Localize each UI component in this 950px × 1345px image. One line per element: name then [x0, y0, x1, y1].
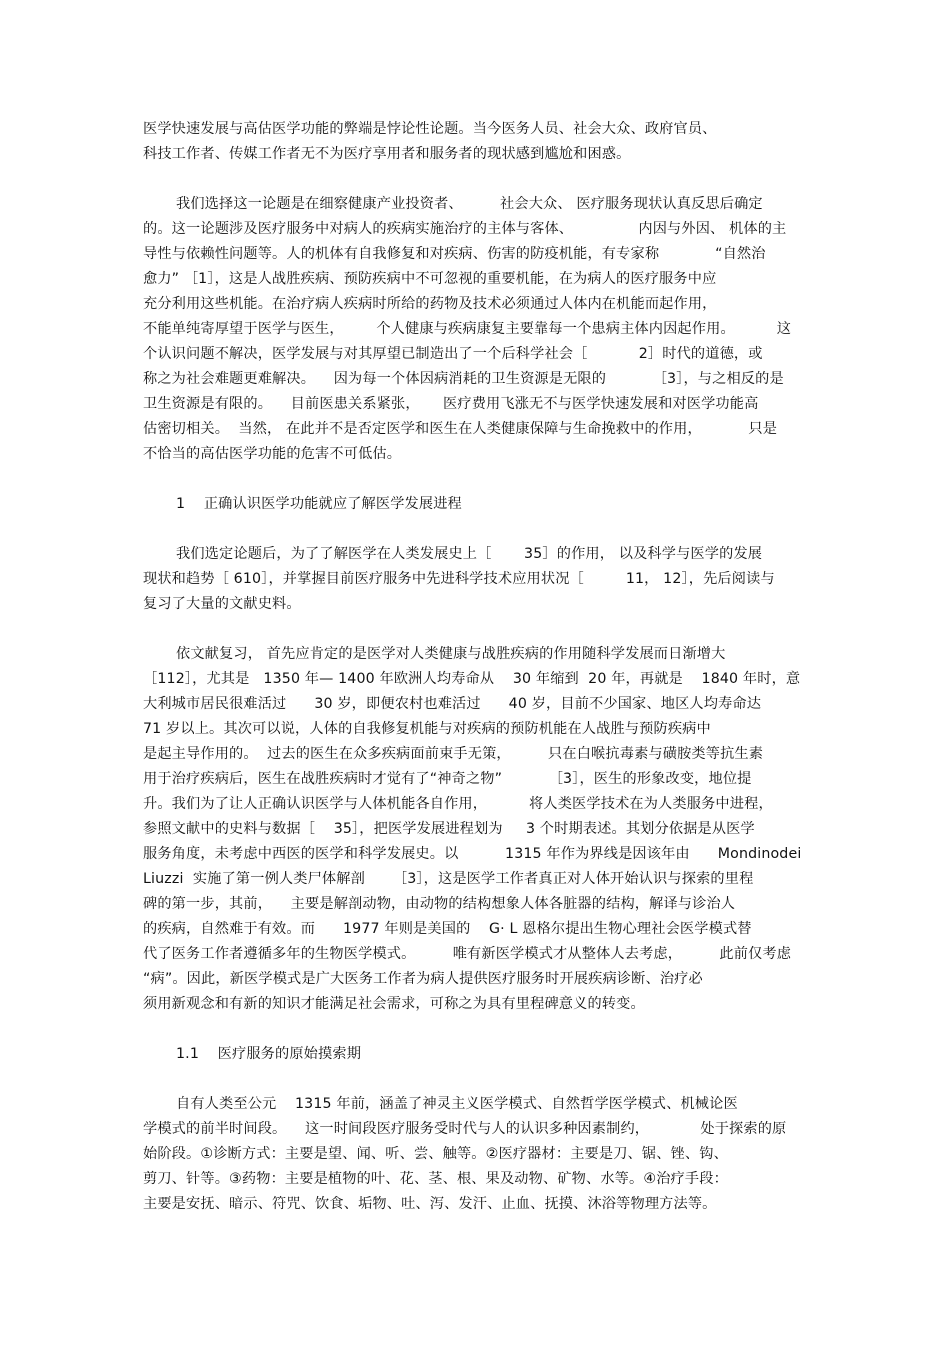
text-line: 须用新观念和有新的知识才能满足社会需求，可称之为具有里程碑意义的转变。 — [143, 996, 645, 1012]
text-line: 大利城市居民很难活过 30 岁，即便农村也难活过 40 岁，目前不少国家、地区人均寿命达 — [143, 696, 762, 712]
text-line: 医学快速发展与高估医学功能的弊端是悖论性论题。当今医务人员、社会大众、政府官员、 — [143, 121, 717, 137]
text-line: 科技工作者、传媒工作者无不为医疗享用者和服务者的现状感到尴尬和困惑。 — [143, 146, 631, 162]
text-line: 称之为社会难题更难解决。 因为每一个体因病消耗的卫生资源是无限的 ［3］，与之相反的是 — [143, 371, 784, 387]
text-line: 剪刀、针等。③药物：主要是植物的叶、花、茎、根、果及动物、矿物、水等。④治疗手段： — [143, 1171, 728, 1187]
text-line: 的疾病，自然难于有效。而 1977 年则是美国的 G· L 恩格尔提出生物心理社会医学模式替 — [143, 921, 752, 937]
text-line: 始阶段。①诊断方式：主要是望、闻、听、尝、触等。②医疗器材：主要是刀、锯、锉、钩、 — [143, 1146, 728, 1162]
text-line: 现状和趋势［ 610］，并掌握目前医疗服务中先进科学技术应用状况［ 11， 12］，先后阅读与 — [143, 571, 775, 587]
text-line: 升。我们为了让人正确认识医学与人体机能各自作用， 将人类医学技术在为人类服务中进程， — [143, 796, 773, 812]
text-line: 复习了大量的文献史料。 — [143, 596, 301, 612]
paragraph-start-line: 我们选择这一论题是在细察健康产业投资者、 社会大众、 医疗服务现状认真反思后确定 — [176, 196, 763, 212]
text-line: Liuzzi 实施了第一例人类尸体解剖 ［3］，这是医学工作者真正对人体开始认识与探索的里程 — [143, 871, 754, 887]
text-line: 服务角度，未考虑中西医的医学和科学发展史。以 1315 年作为界线是因该年由 Mondinodei — [143, 846, 802, 862]
paragraph-start-line: 我们选定论题后，为了了解医学在人类发展史上［ 35］的作用， 以及科学与医学的发展 — [176, 546, 763, 562]
paragraph-start-line: 自有人类至公元 1315 年前，涵盖了神灵主义医学模式、自然哲学医学模式、机械论医 — [176, 1096, 738, 1112]
text-line: 愈力” ［1］，这是人战胜疾病、预防疾病中不可忽视的重要机能，在为病人的医疗服务中应 — [143, 271, 717, 287]
text-line: 参照文献中的史料与数据［ 35］，把医学发展进程划为 3 个时期表述。其划分依据是从医学 — [143, 821, 755, 837]
text-line: 是起主导作用的。 过去的医生在众多疾病面前束手无策， 只在白喉抗毒素与磺胺类等抗生素 — [143, 746, 764, 762]
text-line: 不恰当的高估医学功能的危害不可低估。 — [143, 446, 402, 462]
subsection-heading: 1.1 医疗服务的原始摸索期 — [176, 1046, 362, 1062]
text-line: 主要是安抚、暗示、符咒、饮食、垢物、吐、泻、发汗、止血、抚摸、沐浴等物理方法等。 — [143, 1196, 717, 1212]
text-line: 卫生资源是有限的。 目前医患关系紧张， 医疗费用飞涨无不与医学快速发展和对医学功能高 — [143, 396, 759, 412]
text-line: 代了医务工作者遵循多年的生物医学模式。 唯有新医学模式才从整体人去考虑， 此前仅考虑 — [143, 946, 792, 962]
text-line: 不能单纯寄厚望于医学与医生， 个人健康与疾病康复主要靠每一个患病主体内因起作用。 这 — [143, 321, 792, 337]
text-line: 充分利用这些机能。在治疗病人疾病时所给的药物及技术必须通过人体内在机能而起作用， — [143, 296, 717, 312]
text-line: 学模式的前半时间段。 这一时间段医疗服务受时代与人的认识多种因素制约， 处于探索的原 — [143, 1121, 787, 1137]
text-line: ［112］，尤其是 1350 年— 1400 年欧洲人均寿命从 30 年缩到 20 年，再就是 1840 年时，意 — [143, 671, 801, 687]
text-line: 导性与依赖性问题等。人的机体有自我修复和对疾病、伤害的防疫机能，有专家称 “自然治 — [143, 246, 766, 262]
text-line: 个认识问题不解决，医学发展与对其厚望已制造出了一个后科学社会［ 2］时代的道德，或 — [143, 346, 763, 362]
text-line: 的。这一论题涉及医疗服务中对病人的疾病实施治疗的主体与客体、 内因与外因、 机体的主 — [143, 221, 787, 237]
text-line: 71 岁以上。其次可以说，人体的自我修复机能与对疾病的预防机能在人战胜与预防疾病中 — [143, 721, 711, 737]
text-line: 估密切相关。 当然， 在此并不是否定医学和医生在人类健康保障与生命挽救中的作用， 只是 — [143, 421, 778, 437]
text-line: “病”。因此，新医学模式是广大医务工作者为病人提供医疗服务时开展疾病诊断、治疗必 — [143, 971, 703, 987]
paragraph-start-line: 依文献复习， 首先应肯定的是医学对人类健康与战胜疾病的作用随科学发展而日渐增大 — [176, 646, 726, 662]
section-heading: 1 正确认识医学功能就应了解医学发展进程 — [176, 496, 462, 512]
text-line: 碑的第一步，其前， 主要是解剖动物，由动物的结构想象人体各脏器的结构，解译与诊治人 — [143, 896, 736, 912]
text-line: 用于治疗疾病后，医生在战胜疾病时才觉有了“神奇之物” ［3］，医生的形象改变，地位提 — [143, 771, 752, 787]
